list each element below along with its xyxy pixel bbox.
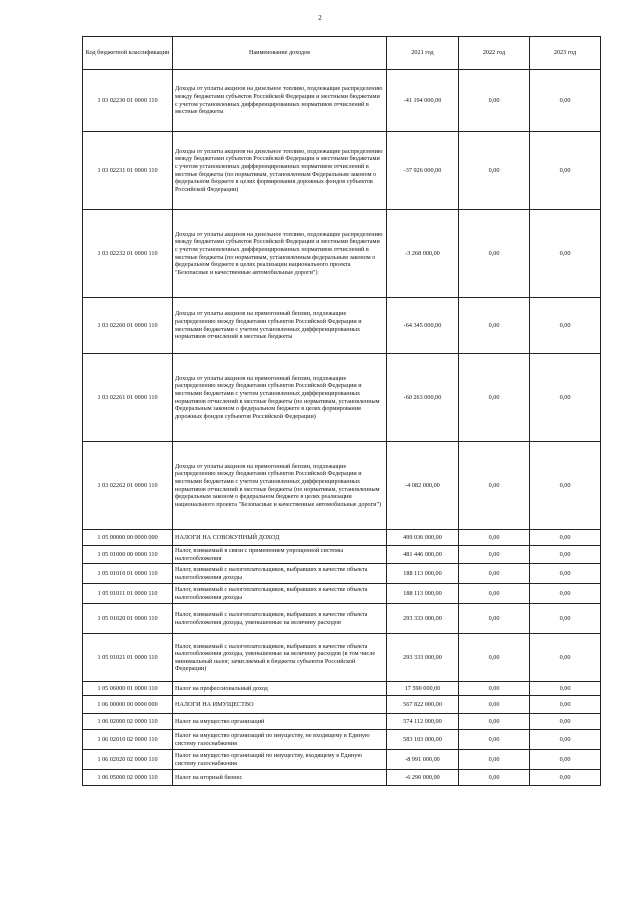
row-2021: 481 446 000,00	[387, 546, 459, 564]
row-code: 1 05 01020 01 0000 110	[83, 604, 173, 634]
row-name: Налог на профессиональный доход	[173, 682, 387, 696]
table-row	[83, 354, 601, 442]
table-row	[83, 298, 601, 354]
row-2022: 0,00	[459, 354, 530, 442]
row-code: 1 03 02260 01 0000 110	[83, 298, 173, 354]
row-2022: 0,00	[459, 564, 530, 584]
row-code: 1 06 05000 02 0000 110	[83, 770, 173, 786]
row-name: Налог, взимаемый с налогоплательщиков, выбравших в качестве объекта налогообложения доходы	[173, 564, 387, 584]
row-2021: -64 345 000,00	[387, 298, 459, 354]
table-row	[83, 750, 601, 770]
row-2022: 0,00	[459, 132, 530, 210]
row-code: 1 03 02232 01 0000 110	[83, 210, 173, 298]
row-2021: -37 926 000,00	[387, 132, 459, 210]
row-2022: 0,00	[459, 770, 530, 786]
row-2023: 0,00	[530, 584, 601, 604]
row-2021: 574 112 000,00	[387, 714, 459, 730]
row-2022: 0,00	[459, 210, 530, 298]
row-name: Доходы от уплаты акцизов на дизельное топливо, подлежащие распределению между бюджетами субъектов Российской Федерации и местными бюджетами с учетом установленных дифференцированных нормативов отчислений в местные бюджеты (по нормативам, установленным Федеральным законом о федеральном бюджете в целях формирования дорожных фондов субъектов Российской Федерации)	[173, 132, 387, 210]
row-name: НАЛОГИ НА ИМУЩЕСТВО	[173, 696, 387, 714]
row-2022: 0,00	[459, 604, 530, 634]
table-header-row	[83, 37, 601, 70]
row-name: Налог, взимаемый с налогоплательщиков, выбравших в качестве объекта налогообложения доходы, уменьшенные на величину расходов (в том числе минимальный налог, зачисляемый в бюджеты субъектов Российской Федерации)	[173, 634, 387, 682]
row-2023: 0,00	[530, 696, 601, 714]
row-2022: 0,00	[459, 634, 530, 682]
row-code: 1 05 00000 00 0000 000	[83, 530, 173, 546]
row-2022: 0,00	[459, 730, 530, 750]
row-2021: 188 113 000,00	[387, 584, 459, 604]
row-code: 1 06 02020 02 0000 110	[83, 750, 173, 770]
table-row	[83, 70, 601, 132]
header-code: Код бюджетной классификации	[83, 37, 173, 70]
row-2023: 0,00	[530, 298, 601, 354]
table-row	[83, 696, 601, 714]
row-2023: 0,00	[530, 714, 601, 730]
page-number: 2	[318, 14, 322, 22]
row-2022: 0,00	[459, 298, 530, 354]
row-2021: -60 263 000,00	[387, 354, 459, 442]
row-code: 1 05 01010 01 0000 110	[83, 564, 173, 584]
row-name: Налог, взимаемый в связи с применением упрощенной системы налогообложения	[173, 546, 387, 564]
row-code: 1 03 02261 01 0000 110	[83, 354, 173, 442]
row-2022: 0,00	[459, 714, 530, 730]
table-row	[83, 132, 601, 210]
row-2022: 0,00	[459, 530, 530, 546]
row-code: 1 03 02230 01 0000 110	[83, 70, 173, 132]
row-2021: 17 590 000,00	[387, 682, 459, 696]
row-2021: 293 333 000,00	[387, 604, 459, 634]
row-name: Налог на игорный бизнес	[173, 770, 387, 786]
table-row	[83, 604, 601, 634]
row-2022: 0,00	[459, 682, 530, 696]
row-2023: 0,00	[530, 634, 601, 682]
row-2022: 0,00	[459, 696, 530, 714]
row-2023: 0,00	[530, 750, 601, 770]
row-code: 1 05 01021 01 0000 110	[83, 634, 173, 682]
table-row	[83, 714, 601, 730]
row-code: 1 05 01000 00 0000 110	[83, 546, 173, 564]
row-2022: 0,00	[459, 546, 530, 564]
row-2021: -41 194 000,00	[387, 70, 459, 132]
row-2023: 0,00	[530, 770, 601, 786]
row-name: Доходы от уплаты акцизов на прямогонный бензин, подлежащие распределению между бюджетами субъектов Российской Федерации и местными бюджетами с учетом установленных дифференцированных нормативов отчислений в местные бюджеты (по нормативам, установленным Федеральным законом о федеральном бюджете в целях формирования дорожных фондов субъектов Российской Федерации)	[173, 354, 387, 442]
row-2023: 0,00	[530, 730, 601, 750]
table-row	[83, 442, 601, 530]
row-2022: 0,00	[459, 584, 530, 604]
row-name: Налог на имущество организаций по имуществу, входящему в Единую систему газоснабжения	[173, 750, 387, 770]
row-2021: 293 333 000,00	[387, 634, 459, 682]
row-2023: 0,00	[530, 354, 601, 442]
row-code: 1 03 02231 01 0000 110	[83, 132, 173, 210]
row-2021: 567 822 000,00	[387, 696, 459, 714]
row-name: Доходы от уплаты акцизов на прямогонный бензин, подлежащие распределению между бюджетами субъектов Российской Федерации и местными бюджетами с учетом установленных дифференцированных нормативов отчислений в местные бюджеты	[173, 298, 387, 354]
row-2021: -8 991 000,00	[387, 750, 459, 770]
row-2021: -4 082 000,00	[387, 442, 459, 530]
row-2021: -6 290 000,00	[387, 770, 459, 786]
row-2023: 0,00	[530, 682, 601, 696]
table-row	[83, 682, 601, 696]
row-2023: 0,00	[530, 530, 601, 546]
header-2022: 2022 год	[459, 37, 530, 70]
table-row	[83, 730, 601, 750]
row-name: НАЛОГИ НА СОВОКУПНЫЙ ДОХОД	[173, 530, 387, 546]
row-code: 1 06 02000 02 0000 110	[83, 714, 173, 730]
row-name: Доходы от уплаты акцизов на дизельное топливо, подлежащие распределению между бюджетами субъектов Российской Федерации и местными бюджетами с учетом установленных дифференцированных нормативов отчислений в местные бюджеты	[173, 70, 387, 132]
row-2023: 0,00	[530, 70, 601, 132]
row-2023: 0,00	[530, 210, 601, 298]
row-code: 1 06 00000 00 0000 000	[83, 696, 173, 714]
table-row	[83, 634, 601, 682]
row-name: Доходы от уплаты акцизов на дизельное топливо, подлежащие распределению между бюджетами субъектов Российской Федерации и местными бюджетами с учетом установленных дифференцированных нормативов отчислений в местные бюджеты (по нормативам, установленным федеральным законом о федеральном бюджете в целях реализации национального проекта "Безопасные и качественные автомобильные дороги")	[173, 210, 387, 298]
revenue-table	[82, 36, 601, 786]
table-row	[83, 770, 601, 786]
row-2023: 0,00	[530, 546, 601, 564]
table-row	[83, 564, 601, 584]
table-row	[83, 210, 601, 298]
row-code: 1 05 06000 01 0000 110	[83, 682, 173, 696]
row-2021: -3 268 000,00	[387, 210, 459, 298]
row-2021: 583 103 000,00	[387, 730, 459, 750]
row-code: 1 05 01011 01 0000 110	[83, 584, 173, 604]
table-row	[83, 530, 601, 546]
table-row	[83, 546, 601, 564]
header-2021: 2021 год	[387, 37, 459, 70]
row-code: 1 06 02010 02 0000 110	[83, 730, 173, 750]
row-2023: 0,00	[530, 132, 601, 210]
row-2023: 0,00	[530, 564, 601, 584]
row-2022: 0,00	[459, 442, 530, 530]
row-name: Налог, взимаемый с налогоплательщиков, выбравших в качестве объекта налогообложения доходы	[173, 584, 387, 604]
row-name: Налог, взимаемый с налогоплательщиков, выбравших в качестве объекта налогообложения доходы, уменьшенные на величину расходов	[173, 604, 387, 634]
row-2023: 0,00	[530, 442, 601, 530]
table-row	[83, 584, 601, 604]
row-2021: 499 036 000,00	[387, 530, 459, 546]
header-name: Наименование доходов	[173, 37, 387, 70]
row-2023: 0,00	[530, 604, 601, 634]
row-2021: 188 113 000,00	[387, 564, 459, 584]
row-code: 1 03 02262 01 0000 110	[83, 442, 173, 530]
row-name: Налог на имущество организаций	[173, 714, 387, 730]
row-name: Налог на имущество организаций по имуществу, не входящему в Единую систему газоснабжения	[173, 730, 387, 750]
row-2022: 0,00	[459, 70, 530, 132]
row-name: Доходы от уплаты акцизов на прямогонный бензин, подлежащие распределению между бюджетами субъектов Российской Федерации и местными бюджетами с учетом установленных дифференцированных нормативов отчислений в местные бюджеты (по нормативам, установленным федеральным законом о федеральном бюджете в целях реализации национального проекта "Безопасные и качественные автомобильные дороги")	[173, 442, 387, 530]
header-2023: 2023 год	[530, 37, 601, 70]
row-2022: 0,00	[459, 750, 530, 770]
